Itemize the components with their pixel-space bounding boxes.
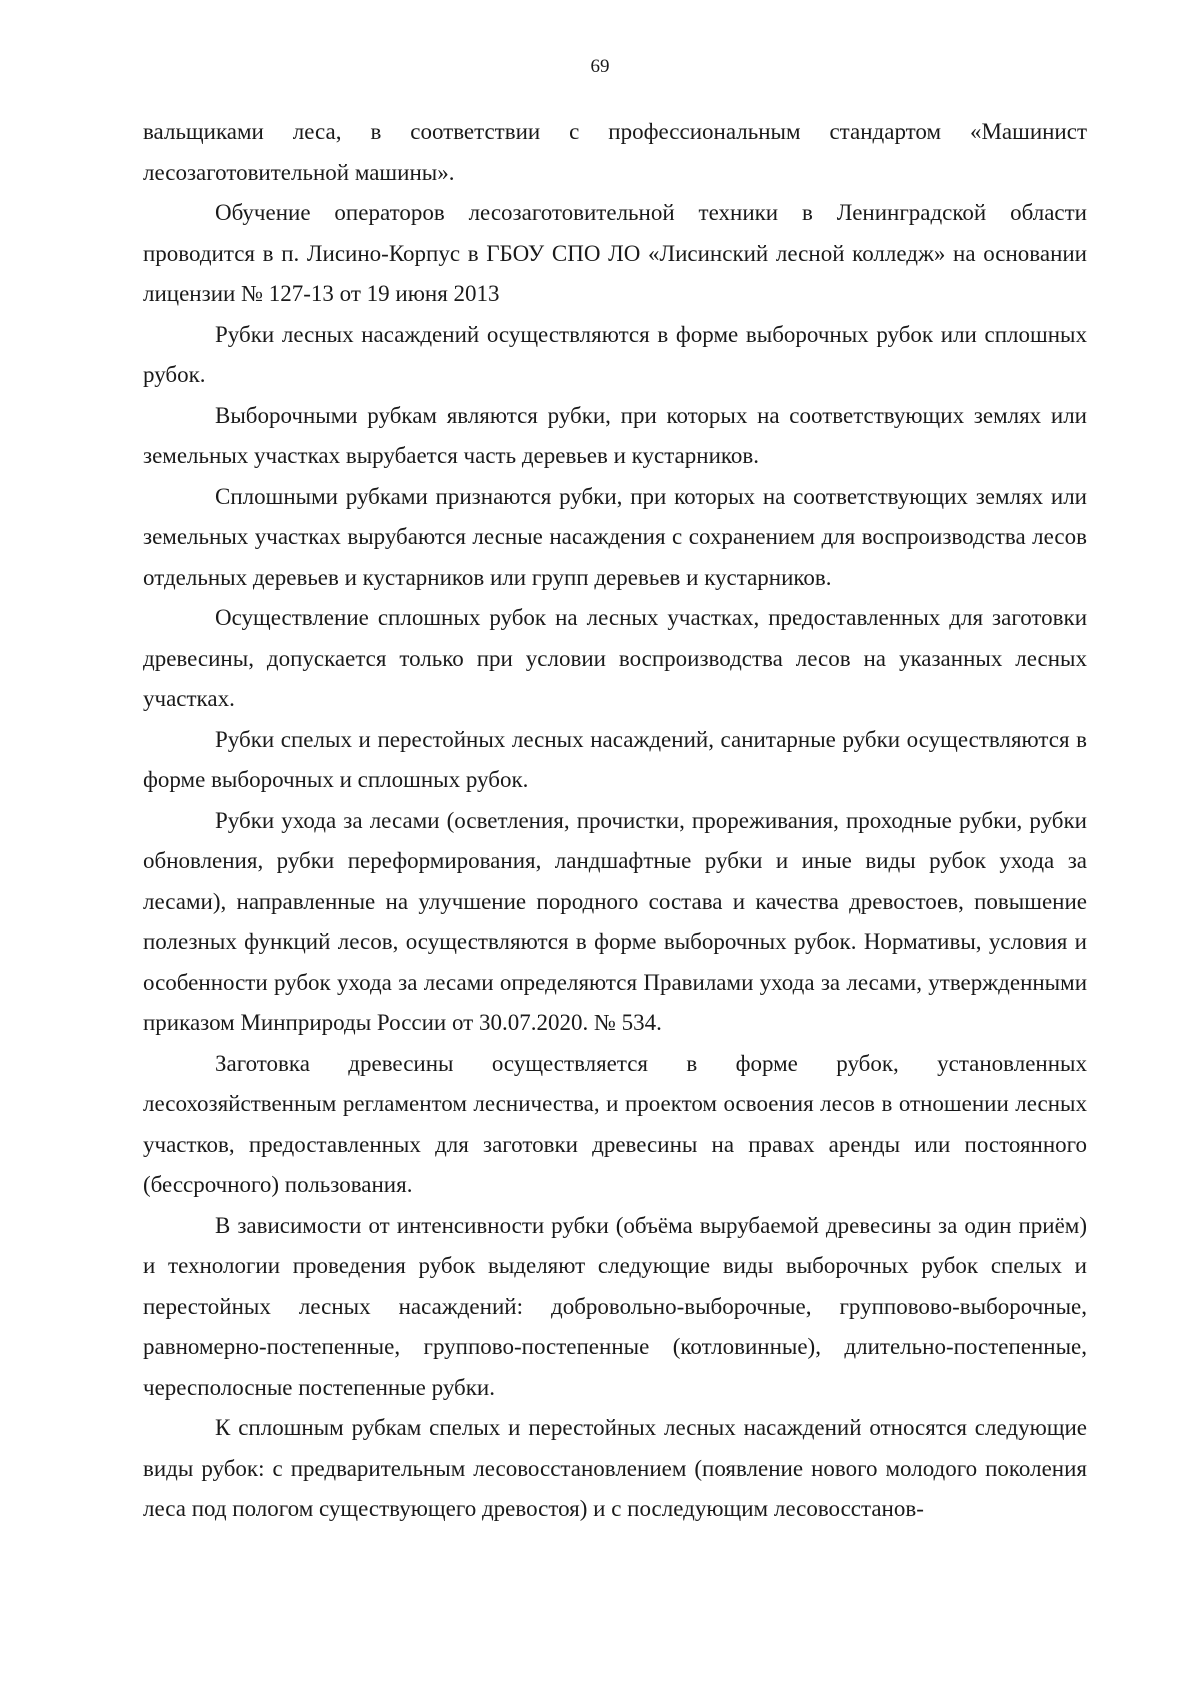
paragraph-timber-harvesting: Заготовка древесины осуществляется в форме рубок, установленных лесохозяйственным регламентом лесничества, и проектом освоения лесов в отношении лесных участков, предоставленных для заготовки древесины на правах аренды или постоянного (бессрочного) пользования. [143, 1050, 1087, 1197]
paragraph-operator-training: Обучение операторов лесозаготовительной техники в Ленинградской области проводится в п. Лисино-Корпус в ГБОУ СПО ЛО «Лисинский лесной колледж» на основании лицензии № 127-13 от 19 июня 2013 [143, 200, 1087, 306]
paragraph-maintenance-felling: Рубки ухода за лесами (осветления, прочистки, прореживания, проходные рубки, рубки обновления, рубки переформирования, ландшафтные рубки и иные виды рубок ухода за лесами), направленные на улучшение породного состава и качества древостоев, повышение полезных функций лесов, осуществляются в форме выборочных рубок. Нормативы, условия и особенности рубок ухода за лесами определяются Правилами ухода за лесами, утвержденными приказом Минприроды России от 30.07.2020. № 534. [143, 807, 1087, 1035]
page-number: 69 [590, 56, 610, 77]
paragraph-selective-felling: Выборочными рубкам являются рубки, при которых на соответствующих землях или земельных участках вырубается часть деревьев и кустарников. [143, 402, 1087, 468]
paragraph-continuation: вальщиками леса, в соответствии с профессиональным стандартом «Машинист лесозаготовительной машины». [143, 119, 1087, 185]
paragraph-clear-felling-types: К сплошным рубкам спелых и перестойных лесных насаждений относятся следующие виды рубок: с предварительным лесовосстановлением (появление нового молодого поколения леса под пологом существующего древостоя) и с последующим лесовосстанов- [143, 1415, 1087, 1521]
paragraph-felling-forms: Рубки лесных насаждений осуществляются в форме выборочных рубок или сплошных рубок. [143, 321, 1087, 387]
paragraph-selective-types: В зависимости от интенсивности рубки (объёма вырубаемой древесины за один приём) и технологии проведения рубок выделяют следующие виды выборочных рубок спелых и перестойных лесных насаждений: добровольно-выборочные, групповово-выборочные, равномерно-постепенные, группово-постепенные (котловинные), длительно-постепенные, чересполосные постепенные рубки. [143, 1212, 1087, 1400]
paragraph-clear-felling-conditions: Осуществление сплошных рубок на лесных участках, предоставленных для заготовки древесины, допускается только при условии воспроизводства лесов на указанных лесных участках. [143, 605, 1087, 711]
paragraph-clear-felling: Сплошными рубками признаются рубки, при которых на соответствующих землях или земельных участках вырубаются лесные насаждения с сохранением для воспроизводства лесов отдельных деревьев и кустарников или групп деревьев и кустарников. [143, 483, 1087, 590]
document-body [143, 112, 1087, 1530]
paragraph-mature-stands: Рубки спелых и перестойных лесных насаждений, санитарные рубки осуществляются в форме выборочных и сплошных рубок. [143, 726, 1087, 792]
